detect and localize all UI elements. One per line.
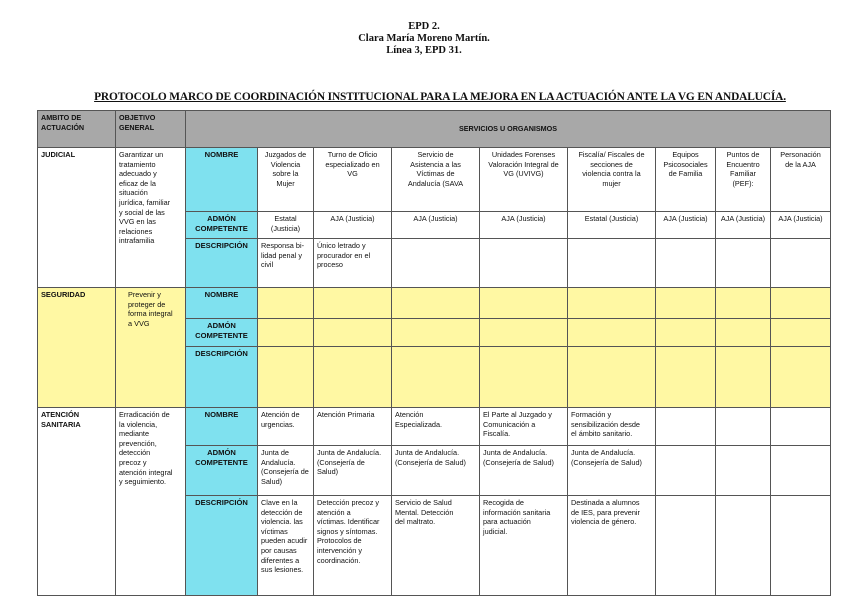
- document-title: PROTOCOLO MARCO DE COORDINACIÓN INSTITUCIONAL PARA LA MEJORA EN LA ACTUACIÓN ANTE LA VG EN ANDALUCÍA.: [94, 91, 786, 103]
- cell-nombre: Personación de la AJA: [771, 148, 831, 212]
- cell-nombre: Juzgados de Violencia sobre la Mujer: [258, 148, 314, 212]
- cell-nombre: Atención Especializada.: [392, 408, 480, 446]
- cell-descripcion: [771, 239, 831, 288]
- row-label-descripcion: DESCRIPCIÓN: [186, 347, 258, 408]
- protocol-table: [37, 110, 831, 596]
- cell-descripcion: [392, 347, 480, 408]
- cell-nombre: Fiscalía/ Fiscales de secciones de violencia contra la mujer: [568, 148, 656, 212]
- row-label-admon: ADMÓN COMPETENTE: [186, 319, 258, 347]
- cell-admon: [716, 319, 771, 347]
- cell-admon: AJA (Justicia): [314, 212, 392, 239]
- cell-nombre: [771, 288, 831, 319]
- cell-descripcion: [314, 347, 392, 408]
- cell-nombre: [716, 408, 771, 446]
- row-label-descripcion: DESCRIPCIÓN: [186, 239, 258, 288]
- cell-admon: Junta de Andalucía. (Consejería de Salud): [480, 446, 568, 496]
- cell-nombre: Equipos Psicosociales de Familia: [656, 148, 716, 212]
- section-atencion-sanitaria-objective: Erradicación de la violencia, mediante prevención, detección precoz y atención integral y seguimiento.: [116, 408, 186, 596]
- cell-nombre: Puntos de Encuentro Familiar (PEF):: [716, 148, 771, 212]
- cell-descripcion: [480, 239, 568, 288]
- cell-nombre: [656, 408, 716, 446]
- cell-admon: AJA (Justicia): [716, 212, 771, 239]
- row-label-admon: ADMÓN COMPETENTE: [186, 446, 258, 496]
- cell-admon: [392, 319, 480, 347]
- cell-descripcion: Responsa bi- lidad penal y civil: [258, 239, 314, 288]
- cell-nombre: [716, 288, 771, 319]
- cell-admon: AJA (Justicia): [656, 212, 716, 239]
- cell-admon: Estatal (Justicia): [568, 212, 656, 239]
- section-seguridad-label: SEGURIDAD: [38, 288, 116, 408]
- cell-descripcion: Servicio de Salud Mental. Detección del maltrato.: [392, 496, 480, 596]
- cell-nombre: Unidades Forenses Valoración Integral de VG (UVIVG): [480, 148, 568, 212]
- header-line-3: Línea 3, EPD 31.: [386, 45, 462, 56]
- row-label-descripcion: DESCRIPCIÓN: [186, 496, 258, 596]
- cell-admon: [771, 319, 831, 347]
- cell-admon: AJA (Justicia): [480, 212, 568, 239]
- cell-nombre: Servicio de Asistencia a las Víctimas de Andalucía (SAVA: [392, 148, 480, 212]
- row-label-nombre: NOMBRE: [186, 148, 258, 212]
- col-objetivo-header: OBJETIVO GENERAL: [116, 111, 186, 148]
- table-row: [38, 408, 831, 446]
- cell-descripcion: [716, 239, 771, 288]
- cell-nombre: [480, 288, 568, 319]
- cell-admon: [656, 319, 716, 347]
- cell-descripcion: Clave en la detección de violencia. las víctimas pueden acudir por causas diferentes a sus lesiones.: [258, 496, 314, 596]
- cell-admon: [258, 319, 314, 347]
- cell-descripcion: [568, 347, 656, 408]
- cell-nombre: [314, 288, 392, 319]
- header-line-2: Clara María Moreno Martín.: [358, 33, 490, 44]
- cell-descripcion: Destinada a alumnos de IES, para prevenir violencia de género.: [568, 496, 656, 596]
- row-label-admon: ADMÓN COMPETENTE: [186, 212, 258, 239]
- cell-admon: Junta de Andalucía. (Consejería de Salud): [568, 446, 656, 496]
- col-ambito-header: AMBITO DE ACTUACIÓN: [38, 111, 116, 148]
- cell-admon: AJA (Justicia): [392, 212, 480, 239]
- cell-nombre: Formación y sensibilización desde el ámbito sanitario.: [568, 408, 656, 446]
- cell-descripcion: [771, 496, 831, 596]
- cell-descripcion: Detección precoz y atención a víctimas. Identificar signos y síntomas. Protocolos de intervención y coordinación.: [314, 496, 392, 596]
- cell-nombre: [258, 288, 314, 319]
- cell-nombre: [656, 288, 716, 319]
- cell-descripcion: [258, 347, 314, 408]
- cell-nombre: Atención Primaria: [314, 408, 392, 446]
- section-judicial-label: JUDICIAL: [38, 148, 116, 288]
- row-label-nombre: NOMBRE: [186, 288, 258, 319]
- cell-admon: [480, 319, 568, 347]
- cell-admon: Junta de Andalucía. (Consejería de Salud): [314, 446, 392, 496]
- cell-descripcion: [568, 239, 656, 288]
- header-line-1: EPD 2.: [408, 21, 440, 32]
- section-judicial-objective: Garantizar un tratamiento adecuado y eficaz de la situación jurídica, familiar y social de las VVG en las relaciones intrafamilia: [116, 148, 186, 288]
- table-header-row: [38, 111, 831, 148]
- cell-nombre: [568, 288, 656, 319]
- col-servicios-header: SERVICIOS U ORGANISMOS: [186, 111, 831, 148]
- cell-admon: Junta de Andalucía. (Consejería de Salud): [258, 446, 314, 496]
- cell-descripcion: [656, 239, 716, 288]
- cell-nombre: Turno de Oficio especializado en VG: [314, 148, 392, 212]
- cell-nombre: [771, 408, 831, 446]
- cell-descripcion: Único letrado y procurador en el proceso: [314, 239, 392, 288]
- table-body: [38, 148, 831, 596]
- cell-descripcion: [392, 239, 480, 288]
- table-row: [38, 148, 831, 212]
- cell-admon: Junta de Andalucía. (Consejería de Salud): [392, 446, 480, 496]
- cell-admon: [314, 319, 392, 347]
- cell-descripcion: [656, 496, 716, 596]
- section-seguridad-objective: Prevenir y proteger de forma integral a VVG: [116, 288, 186, 408]
- table-row: [38, 288, 831, 319]
- cell-admon: AJA (Justicia): [771, 212, 831, 239]
- cell-admon: [771, 446, 831, 496]
- cell-descripcion: [716, 347, 771, 408]
- cell-admon: [656, 446, 716, 496]
- cell-admon: [716, 446, 771, 496]
- cell-descripcion: Recogida de información sanitaria para actuación judicial.: [480, 496, 568, 596]
- section-atencion-sanitaria-label: ATENCIÓN SANITARIA: [38, 408, 116, 596]
- cell-descripcion: [480, 347, 568, 408]
- cell-descripcion: [771, 347, 831, 408]
- cell-nombre: [392, 288, 480, 319]
- cell-nombre: Atención de urgencias.: [258, 408, 314, 446]
- cell-descripcion: [656, 347, 716, 408]
- cell-nombre: El Parte al Juzgado y Comunicación a Fiscalía.: [480, 408, 568, 446]
- row-label-nombre: NOMBRE: [186, 408, 258, 446]
- cell-admon: [568, 319, 656, 347]
- cell-descripcion: [716, 496, 771, 596]
- cell-admon: Estatal (Justicia): [258, 212, 314, 239]
